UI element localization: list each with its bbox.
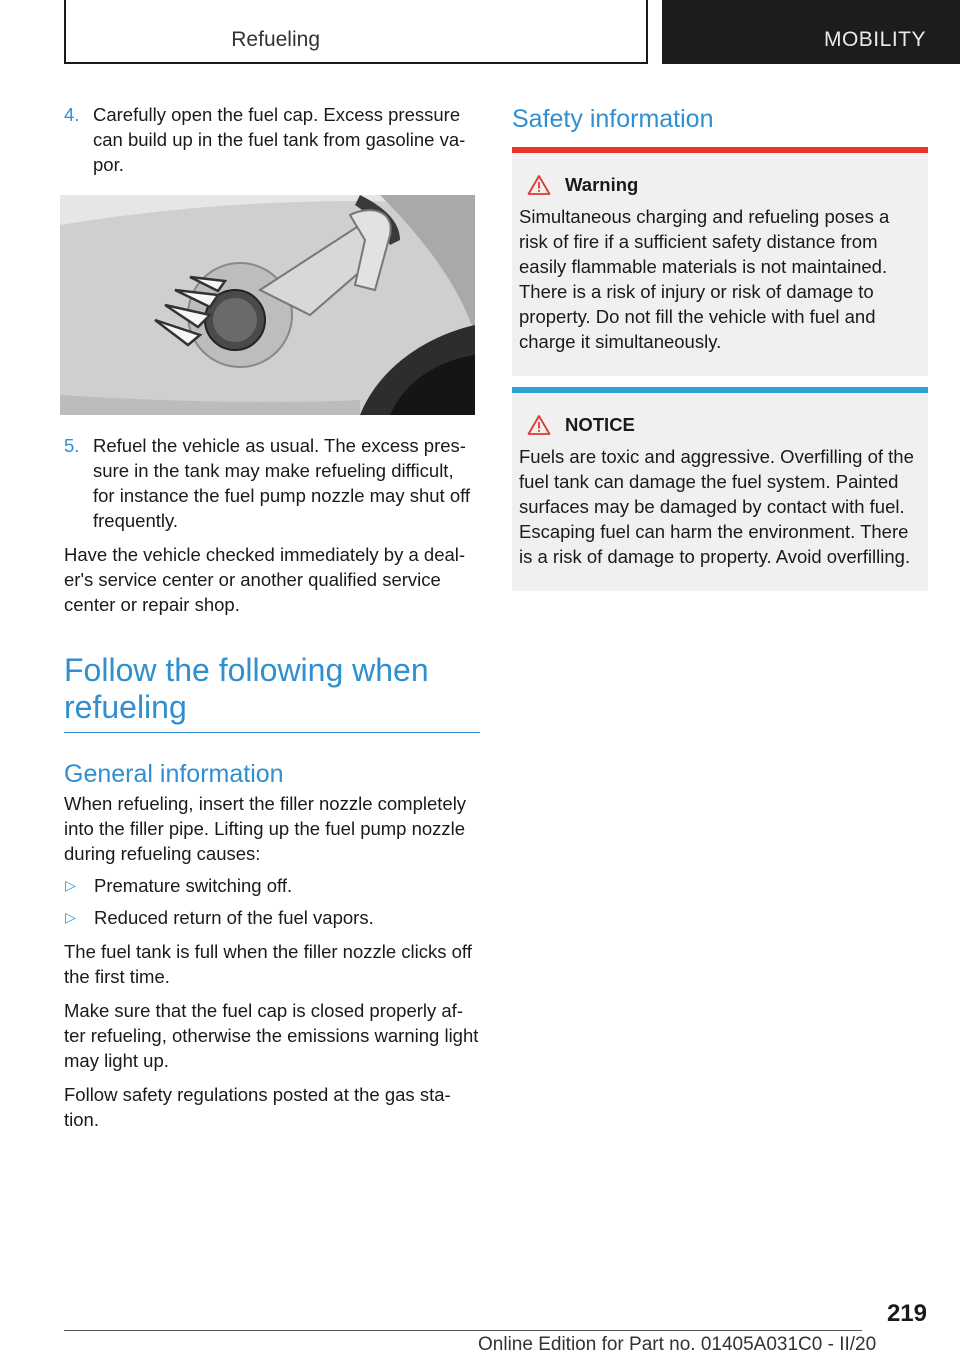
list-item xyxy=(64,905,480,930)
safety-regulations-paragraph: Follow safety regulations posted at the gas sta-tion. xyxy=(64,1084,451,1130)
header-frame xyxy=(64,0,648,64)
chapter-tab-label: MOBILITY xyxy=(823,28,926,51)
general-paragraph: When refueling, insert the filler nozzle completely into the filler pipe. Lifting up the fuel pump nozzle during refueling causes: xyxy=(64,793,467,864)
warning-box xyxy=(512,147,928,376)
warning-title-text: Warning xyxy=(565,174,639,195)
check-paragraph: Have the vehicle checked immediately by a deal-er's service center or another qualified service center or repair shop. xyxy=(64,544,466,615)
section-title: Refueling xyxy=(231,28,320,51)
bullet-text: Reduced return of the fuel vapors. xyxy=(94,907,374,928)
step-5 xyxy=(64,433,480,533)
chapter-tab[interactable] xyxy=(662,0,960,64)
warning-title xyxy=(519,173,922,197)
section-heading: Follow the following when refueling xyxy=(64,652,429,725)
notice-text: Fuels are toxic and aggressive. Overfilling of the fuel tank can damage the fuel system. Painted surfaces may be damaged by contact with fuel. Escaping fuel can harm the environment. There is a risk of damage to property. Avoid overfilling. xyxy=(519,446,914,567)
right-column xyxy=(512,102,928,591)
page-number: 219 xyxy=(886,1300,927,1327)
fuel-filler-image xyxy=(60,195,475,415)
safety-heading: Safety information xyxy=(512,105,714,133)
fuel-cap-paragraph: Make sure that the fuel cap is closed properly af-ter refueling, otherwise the emissions warning light may light up. xyxy=(64,1000,479,1071)
warning-text: Simultaneous charging and refueling poses a risk of fire if a sufficient safety distance from easily flammable materials is not maintained. There is a risk of injury or risk of damage to property. Do not fill the vehicle with fuel and charge it simultaneously. xyxy=(519,206,890,352)
notice-title-text: NOTICE xyxy=(565,414,635,435)
warning-triangle-icon xyxy=(527,174,551,196)
triangle-bullet-icon: ▷ xyxy=(65,877,76,893)
fuel-cap-illustration xyxy=(60,195,475,415)
step-5-text: Refuel the vehicle as usual. The excess pres-sure in the tank may make refueling difficult, for instance the fuel pump nozzle may shut off frequently. xyxy=(93,435,471,531)
step-4-text: Carefully open the fuel cap. Excess pressure can build up in the fuel tank from gasoline va-por. xyxy=(93,104,466,175)
step-4 xyxy=(64,102,480,177)
left-column xyxy=(64,102,480,1132)
bullet-text: Premature switching off. xyxy=(94,875,293,896)
triangle-bullet-icon: ▷ xyxy=(65,909,76,925)
heading-rule xyxy=(64,732,480,733)
notice-triangle-icon xyxy=(527,414,551,436)
full-tank-paragraph: The fuel tank is full when the filler nozzle clicks off the first time. xyxy=(64,941,472,987)
notice-box xyxy=(512,387,928,591)
step-4-number: 4. xyxy=(64,104,80,125)
list-item xyxy=(64,873,480,898)
step-5-number: 5. xyxy=(64,435,80,456)
edition-text: Online Edition for Part no. 01405A031C0 - II/20 xyxy=(478,1334,877,1355)
subsection-heading: General information xyxy=(64,760,284,788)
footer-rule xyxy=(64,1330,862,1331)
notice-title xyxy=(519,413,922,437)
